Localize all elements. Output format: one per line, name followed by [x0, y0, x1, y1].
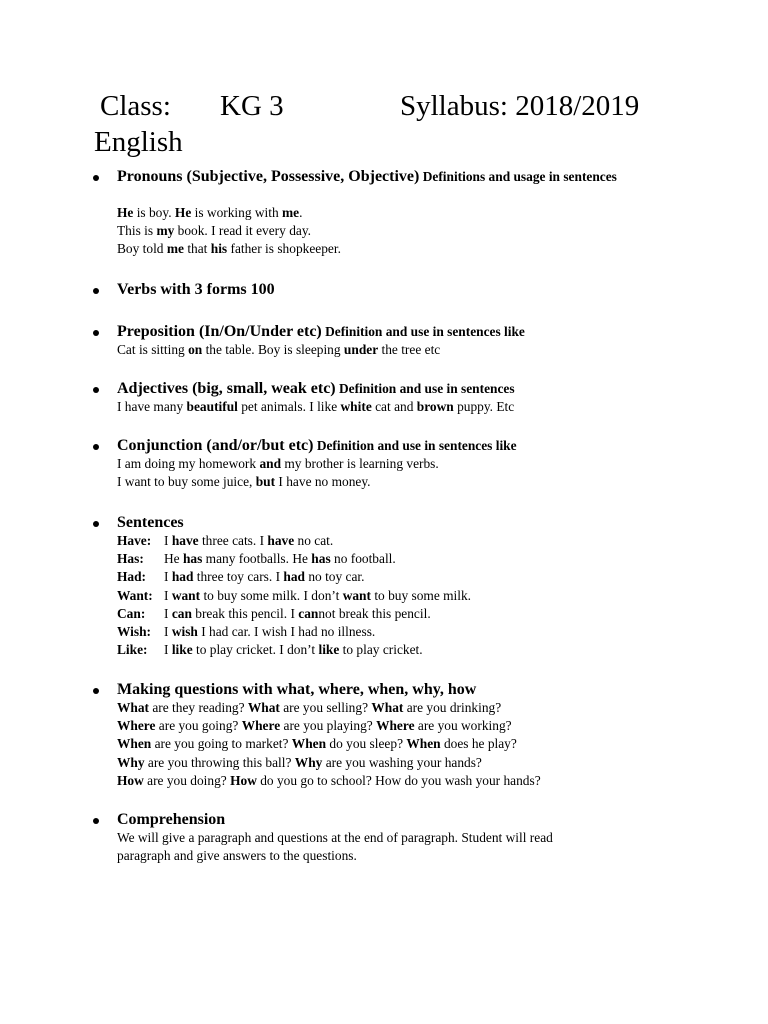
plain-text: to play cricket.	[339, 642, 423, 658]
plain-text: Boy told	[117, 241, 167, 257]
plain-text: many footballs. He	[202, 551, 312, 567]
plain-text: no cat.	[294, 533, 334, 548]
section-description: Definitions and usage in sentences	[419, 169, 617, 184]
plain-text: are you doing?	[143, 772, 231, 788]
bold-keyword: but	[255, 474, 276, 490]
bold-keyword: What	[371, 700, 404, 715]
bold-keyword: can	[171, 605, 192, 621]
bold-keyword: He	[174, 205, 192, 220]
plain-text: paragraph and give answers to the questions.	[117, 848, 357, 864]
example-line	[117, 473, 677, 491]
example-line	[117, 641, 677, 659]
section-heading	[117, 681, 637, 699]
sentence-label: Has:	[117, 551, 144, 567]
bold-keyword: He	[117, 205, 134, 220]
plain-text: three cats. I	[198, 533, 268, 548]
bold-keyword: has	[182, 551, 203, 567]
page-header	[94, 88, 639, 160]
example-line	[117, 587, 677, 605]
plain-text: I am doing my homework	[117, 456, 260, 471]
plain-text: cat and	[371, 399, 417, 414]
plain-text: are you playing?	[280, 718, 377, 734]
section-heading	[117, 380, 637, 398]
bullet-icon	[93, 521, 99, 527]
bold-keyword: had	[171, 569, 194, 585]
example-line	[117, 204, 677, 222]
bold-keyword: What	[117, 700, 149, 715]
section-title: Sentences	[117, 514, 184, 531]
example-line	[117, 699, 677, 717]
plain-text: I have no money.	[275, 474, 371, 490]
bullet-icon	[93, 175, 99, 181]
sentence-label: Had:	[117, 569, 147, 585]
bullet-icon	[93, 288, 99, 294]
bold-keyword: his	[210, 241, 228, 257]
bold-keyword: How	[117, 772, 144, 788]
bold-keyword: want	[171, 587, 201, 603]
bold-keyword: can	[298, 605, 319, 621]
plain-text: are you selling?	[279, 700, 372, 715]
bold-keyword: me	[282, 205, 300, 220]
bold-keyword: had	[283, 569, 305, 585]
bullet-icon	[93, 444, 99, 450]
section-examples: (Subjective, Possessive, Objective)	[182, 168, 420, 185]
bold-keyword: my	[156, 223, 175, 239]
plain-text: to play cricket. I don’t	[192, 642, 319, 658]
bold-keyword: me	[166, 241, 184, 257]
section-examples: (In/On/Under etc)	[194, 323, 322, 340]
example-line	[117, 398, 677, 416]
bold-keyword: How	[230, 772, 257, 788]
example-line	[117, 717, 677, 735]
plain-text: to buy some milk.	[370, 587, 472, 603]
class-label: Class:	[100, 90, 171, 122]
plain-text: three toy cars. I	[193, 569, 284, 585]
syllabus-label: Syllabus: 2018/2019	[400, 90, 640, 122]
plain-text: This is	[117, 223, 157, 239]
plain-text: I	[164, 642, 172, 658]
bold-keyword: wish	[171, 624, 198, 640]
section-title: Preposition	[117, 323, 195, 340]
plain-text: I	[164, 587, 172, 603]
header-row	[94, 88, 639, 124]
section-examples-list	[117, 532, 677, 659]
example-line	[117, 754, 677, 772]
plain-text: I had car. I wish I had no illness.	[197, 624, 376, 640]
example-line	[117, 532, 677, 550]
example-line	[117, 222, 677, 240]
plain-text: that	[183, 241, 211, 257]
bold-keyword: have	[267, 533, 295, 548]
section-examples-list	[117, 204, 677, 259]
bold-keyword: under	[343, 342, 379, 357]
bold-keyword: When	[117, 736, 152, 752]
plain-text: I have many	[117, 399, 187, 414]
example-line	[117, 341, 677, 359]
section-description: Definition and use in sentences	[335, 381, 515, 396]
section-examples: (big, small, weak etc)	[188, 380, 336, 397]
section-examples-list	[117, 455, 677, 491]
bold-keyword: When	[291, 736, 327, 752]
plain-text: no football.	[330, 551, 396, 567]
bold-keyword: on	[188, 342, 203, 357]
section-heading	[117, 323, 637, 341]
section-heading	[117, 514, 637, 532]
bold-keyword: has	[311, 551, 331, 567]
plain-text: I	[164, 624, 172, 640]
sentence-label: Want:	[117, 587, 153, 603]
bold-keyword: What	[247, 700, 280, 715]
section-title: Verbs with 3 forms 100	[117, 281, 275, 298]
section-title: Pronouns	[117, 168, 183, 185]
section-title: Adjectives	[117, 380, 189, 397]
section-title: Making questions with what, where, when, why, how	[117, 681, 477, 698]
bold-keyword: Why	[117, 754, 145, 770]
bold-keyword: Why	[294, 754, 323, 770]
sentence-label: Wish:	[117, 624, 151, 640]
sentence-label: Have:	[117, 533, 152, 548]
plain-text: are you working?	[414, 718, 512, 734]
example-line	[117, 240, 677, 258]
plain-text: is working with	[191, 205, 283, 220]
section-examples-list	[117, 341, 677, 359]
subject-title: English	[94, 126, 183, 158]
plain-text: are you going to market?	[151, 736, 292, 752]
plain-text: to buy some milk. I don’t	[200, 587, 343, 603]
bold-keyword: Where	[241, 718, 281, 734]
example-line	[117, 568, 677, 586]
plain-text: .	[299, 205, 303, 220]
plain-text: not break this pencil.	[318, 605, 431, 621]
plain-text: no toy car.	[304, 569, 365, 585]
bold-keyword: want	[342, 587, 371, 603]
example-line	[117, 847, 677, 865]
section-examples-list	[117, 699, 677, 790]
plain-text: are you going?	[155, 718, 242, 734]
example-line	[117, 550, 677, 568]
section-title: Comprehension	[117, 811, 226, 828]
plain-text: I	[164, 605, 172, 621]
section-examples-list	[117, 398, 677, 416]
example-line	[117, 455, 677, 473]
plain-text: puppy. Etc	[453, 399, 515, 414]
plain-text: I	[164, 533, 172, 548]
example-line	[117, 772, 677, 790]
sentence-label: Can:	[117, 605, 146, 621]
plain-text: We will give a paragraph and questions at the end of paragraph. Student will read	[117, 830, 553, 845]
sentence-label: Like:	[117, 642, 148, 658]
bullet-icon	[93, 330, 99, 336]
plain-text: are you drinking?	[403, 700, 502, 715]
section-title: Conjunction	[117, 437, 203, 454]
example-line	[117, 735, 677, 753]
plain-text: I	[164, 569, 172, 585]
bold-keyword: Where	[117, 718, 156, 734]
plain-text: do you sleep?	[326, 736, 407, 752]
plain-text: do you go to school? How do you wash your hands?	[256, 772, 541, 788]
plain-text: are you throwing this ball?	[144, 754, 295, 770]
plain-text: does he play?	[440, 736, 517, 752]
bold-keyword: like	[171, 642, 193, 658]
plain-text: my brother is learning verbs.	[281, 456, 439, 471]
plain-text: are you washing your hands?	[322, 754, 482, 770]
example-line	[117, 829, 677, 847]
section-heading	[117, 437, 637, 455]
bold-keyword: Where	[376, 718, 415, 734]
bold-keyword: have	[171, 533, 199, 548]
section-description: Definition and use in sentences like	[313, 438, 517, 453]
plain-text: He	[164, 551, 183, 567]
section-examples-list	[117, 829, 677, 865]
bullet-icon	[93, 688, 99, 694]
plain-text: Cat is sitting	[117, 342, 189, 357]
bold-keyword: like	[318, 642, 340, 658]
bold-keyword: brown	[416, 399, 454, 414]
plain-text: the table. Boy is sleeping	[202, 342, 344, 357]
plain-text: I want to buy some juice,	[117, 474, 256, 490]
section-examples: (and/or/but etc)	[202, 437, 314, 454]
plain-text: pet animals. I like	[237, 399, 341, 414]
class-value: KG 3	[220, 90, 284, 122]
section-heading	[117, 811, 637, 829]
section-heading	[117, 168, 637, 186]
plain-text: book. I read it every day.	[174, 223, 312, 239]
bullet-icon	[93, 387, 99, 393]
plain-text: break this pencil. I	[191, 605, 299, 621]
bold-keyword: and	[259, 456, 282, 471]
section-description: Definition and use in sentences like	[321, 324, 525, 339]
plain-text: is boy.	[133, 205, 175, 220]
bullet-icon	[93, 818, 99, 824]
example-line	[117, 623, 677, 641]
section-heading	[117, 281, 637, 299]
bold-keyword: beautiful	[186, 399, 238, 414]
bold-keyword: When	[406, 736, 441, 752]
example-line	[117, 605, 677, 623]
plain-text: the tree etc	[378, 342, 441, 357]
bold-keyword: white	[340, 399, 372, 414]
plain-text: are they reading?	[149, 700, 248, 715]
plain-text: father is shopkeeper.	[227, 241, 341, 257]
